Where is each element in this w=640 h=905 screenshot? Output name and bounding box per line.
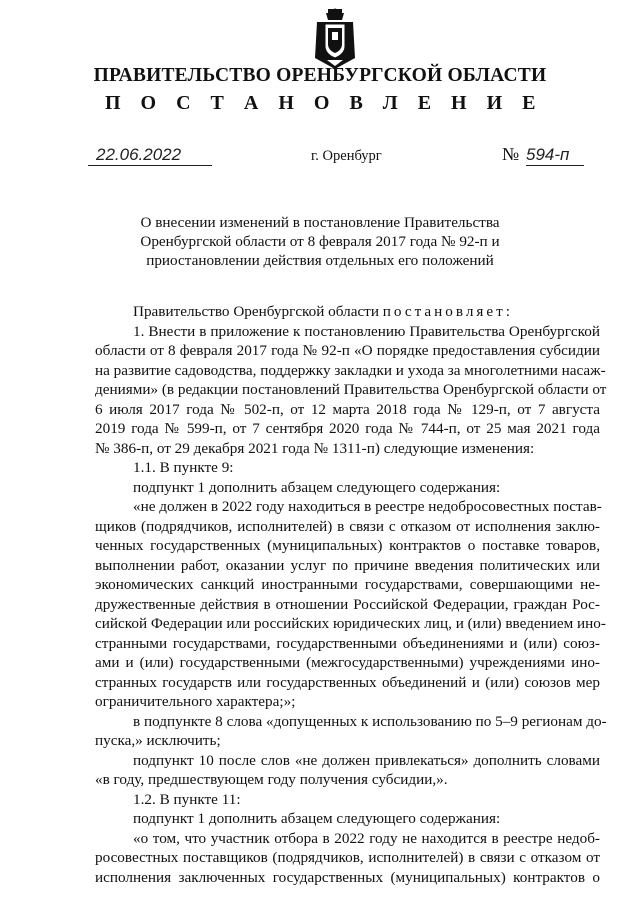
document-number-label: № <box>502 144 520 164</box>
body-line: подпункт 1 дополнить абзацем следующего содержания: <box>133 478 501 496</box>
document-date: 22.06.2022 <box>88 145 212 166</box>
title-line: Оренбургской области от 8 февраля 2017 года № 92-п и <box>140 233 500 250</box>
body-line: 1.1. В пункте 9: <box>133 459 234 476</box>
body-line: ченных государственных (муниципальных) контрактов о поставке товаров, <box>95 537 600 554</box>
body-line: пуска,» исключить; <box>95 732 221 749</box>
title-line: О внесении изменений в постановление Правительства <box>140 214 500 231</box>
organization-name: ПРАВИТЕЛЬСТВО ОРЕНБУРГСКОЙ ОБЛАСТИ <box>93 65 547 86</box>
body-line: «в году, предшествующем году получения субсидии,». <box>95 771 448 788</box>
coat-of-arms-icon <box>313 8 357 70</box>
body-line: подпункт 1 дополнить абзацем следующего содержания: <box>133 810 501 827</box>
body-line: в подпункте 8 слова «допущенных к использованию по 5–9 регионам до- <box>133 712 607 730</box>
title-line: приостановлении действия отдельных его положений <box>146 252 494 269</box>
body-line: 2019 года № 599-п, от 7 сентября 2020 года № 744-п, от 25 мая 2021 года <box>95 420 600 437</box>
body-line: исполнения заключенных государственных (муниципальных) контрактов о <box>95 868 600 886</box>
body-line: щиков (подрядчиков, исполнителей) в связи с отказом от исполнения заклю- <box>95 517 600 535</box>
body-line: подпункт 10 после слов «не должен привлекаться» дополнить словами <box>133 751 600 769</box>
body-line: «не должен в 2022 году находиться в реестре недобросовестных постав- <box>133 498 602 515</box>
document-title <box>0 213 640 270</box>
body-line: «о том, что участник отбора в 2022 году не находится в реестре недоб- <box>133 829 600 847</box>
body-line: области от 8 февраля 2017 года № 92-п «О порядке предоставления субсидии <box>95 342 600 359</box>
document-body <box>95 302 607 887</box>
body-line: № 386-п, от 29 декабря 2021 года № 1311-п) следующие изменения: <box>95 439 535 457</box>
intro-decree-word: постановляет: <box>382 303 514 320</box>
body-line: странными государствами, государственными объединениями и (или) союз- <box>95 634 600 652</box>
body-line: выполнении работ, оказании услуг по причине введения политических или <box>95 556 600 574</box>
body-line: дениями» (в редакции постановлений Правительства Оренбургской области от <box>95 381 607 398</box>
body-line: 6 июля 2017 года № 502-п, от 12 марта 2018 года № 129-п, от 7 августа <box>95 400 600 418</box>
body-line: экономических санкций иностранными государствами, совершающими не- <box>95 576 600 593</box>
body-line: 1. Внести в приложение к постановлению Правительства Оренбургской <box>133 322 600 340</box>
body-line: ограничительного характера;»; <box>95 693 296 710</box>
body-line: на развитие садоводства, поддержку закладки и ухода за многолетними насаж- <box>95 361 606 379</box>
body-line: 1.2. В пункте 11: <box>133 790 241 808</box>
body-line: странных государств или государственных объединений и (или) союзов мер <box>95 673 600 691</box>
body-line: дружественные действия в отношении Российской Федерации, граждан Рос- <box>95 595 600 613</box>
intro-lead: Правительство Оренбургской области <box>133 303 383 320</box>
body-line: сийской Федерации или российских юридических лиц, и (или) введением ино- <box>95 615 606 632</box>
body-intro <box>95 302 600 322</box>
body-line: ами и (или) государственными (межгосударственными) учреждениями ино- <box>95 654 600 671</box>
document-type: П О С Т А Н О В Л Е Н И Е <box>105 92 543 114</box>
document-city: г. Оренбург <box>311 148 382 164</box>
body-line: росовестных поставщиков (подрядчиков, исполнителей) в связи с отказом от <box>95 849 600 866</box>
document-number: 594-п <box>526 145 584 166</box>
